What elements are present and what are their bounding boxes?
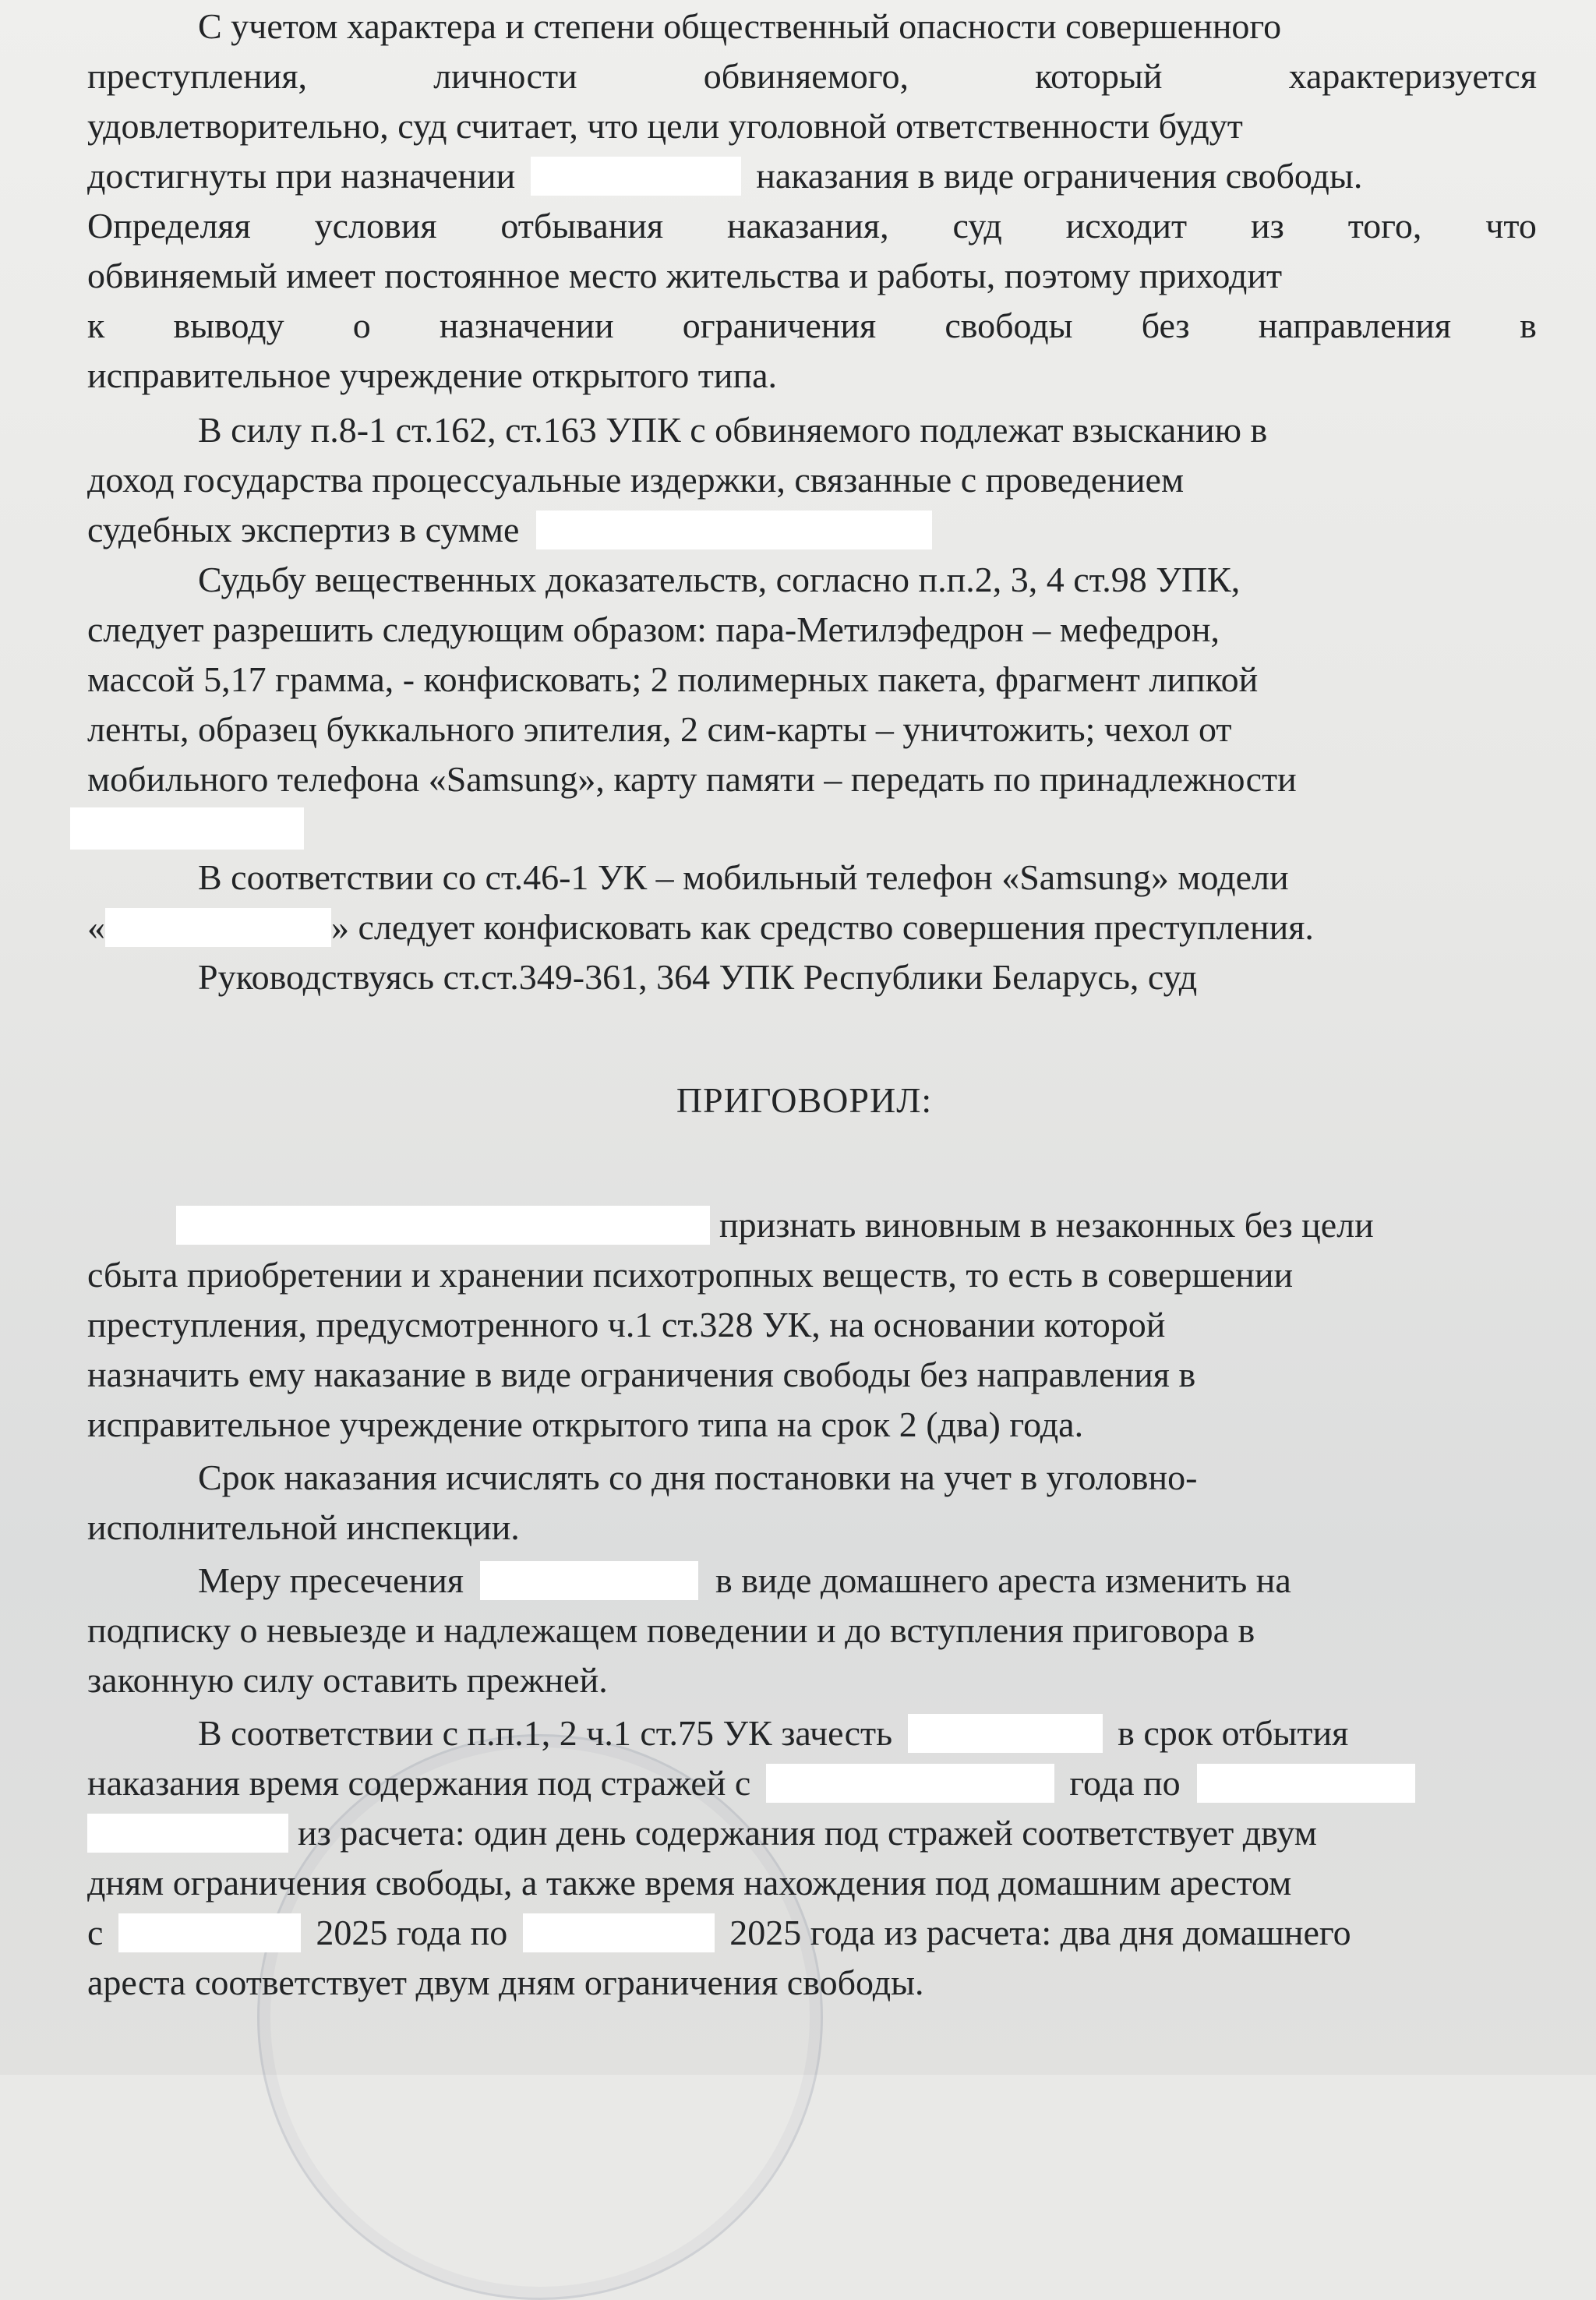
word: наказания, (726, 206, 889, 246)
paragraph-5-line-1: Руководствуясь ст.ст.349-361, 364 УПК Республики Беларусь, суд (198, 957, 1198, 997)
verdict-4-line-1 (87, 1708, 1537, 1758)
line-text: судебных экспертиз в сумме (87, 510, 520, 549)
word: условия (314, 206, 437, 246)
paragraph-2-line-2: доход государства процессуальные издержки, связанные с проведением (87, 460, 1185, 500)
word: ограничения (682, 306, 877, 345)
line-text: из расчета: один день содержания под стражей соответствует двум (298, 1813, 1317, 1853)
verdict-1-line-2: сбыта приобретении и хранении психотропных веществ, то есть в совершении (87, 1255, 1294, 1295)
verdict-4-line-4: дням ограничения свободы, а также время нахождения под домашним арестом (87, 1863, 1292, 1903)
line-text: в срок отбытия (1118, 1713, 1349, 1753)
word: Определяя (87, 206, 251, 246)
line-text: с (87, 1913, 104, 1952)
line-text: В соответствии с п.п.1, 2 ч.1 ст.75 УК зачесть (198, 1713, 893, 1753)
verdict-1-line-4: назначить ему наказание в виде ограничения свободы без направления в (87, 1355, 1196, 1394)
line-text: наказания в виде ограничения свободы. (756, 156, 1363, 196)
paragraph-1-line-8: исправительное учреждение открытого типа. (87, 355, 777, 395)
redaction-box (536, 511, 932, 549)
verdict-4-line-2 (87, 1758, 1537, 1808)
word: к (87, 306, 105, 345)
paragraph-1-line-5 (87, 201, 1537, 251)
paragraph-1-line-7 (87, 301, 1537, 351)
word: назначении (439, 306, 614, 345)
paragraph-3-line-3: массой 5,17 грамма, - конфисковать; 2 полимерных пакета, фрагмент липкой (87, 659, 1259, 699)
verdict-2-line-1: Срок наказания исчислять со дня постановки на учет в уголовно- (198, 1457, 1198, 1497)
word: отбывания (500, 206, 664, 246)
line-text: достигнуты при назначении (87, 156, 516, 196)
redaction-box (87, 1814, 288, 1853)
verdict-2-line-2: исполнительной инспекции. (87, 1507, 520, 1547)
word: без (1141, 306, 1190, 345)
line-text: признать виновным в незаконных без цели (719, 1205, 1374, 1245)
line-text: года по (1069, 1763, 1181, 1803)
redaction-box (70, 807, 304, 850)
paragraph-1-line-4 (87, 151, 1537, 201)
word: того, (1347, 206, 1422, 246)
redaction-box (105, 908, 331, 947)
word: выводу (173, 306, 284, 345)
word: из (1251, 206, 1284, 246)
word: преступления, (87, 56, 307, 96)
paragraph-1-line-2 (87, 51, 1537, 101)
word: который (1035, 56, 1163, 96)
paragraph-2-line-3 (87, 505, 1537, 555)
verdict-heading: ПРИГОВОРИЛ: (676, 1080, 933, 1120)
paragraph-1-line-1: С учетом характера и степени общественный опасности совершенного (198, 6, 1282, 46)
paragraph-3-line-4: ленты, образец буккального эпителия, 2 сим-карты – уничтожить; чехол от (87, 709, 1232, 749)
redaction-box (523, 1913, 715, 1952)
word: что (1485, 206, 1537, 246)
word: обвиняемого, (703, 56, 909, 96)
line-text: Меру пресечения (198, 1560, 464, 1600)
redaction-box (176, 1206, 710, 1245)
paragraph-1-line-3: удовлетворительно, суд считает, что цели уголовной ответственности будут (87, 106, 1243, 146)
line-text: 2025 года по (316, 1913, 508, 1952)
paragraph-4-line-1: В соответствии со ст.46-1 УК – мобильный телефон «Samsung» модели (198, 857, 1289, 897)
verdict-3-line-2: подписку о невыезде и надлежащем поведении и до вступления приговора в (87, 1610, 1255, 1650)
redaction-box (908, 1714, 1103, 1753)
verdict-4-line-6: ареста соответствует двум дням ограничения свободы. (87, 1963, 924, 2002)
line-text: « (87, 907, 105, 947)
paragraph-3-line-2: следует разрешить следующим образом: пара-Метилэфедрон – мефедрон, (87, 609, 1220, 649)
redaction-box (531, 157, 741, 196)
word: свободы (945, 306, 1073, 345)
redaction-box (118, 1913, 301, 1952)
verdict-4-line-5 (87, 1908, 1537, 1958)
word: о (352, 306, 371, 345)
line-text: » следует конфисковать как средство совершения преступления. (331, 907, 1314, 947)
word: направления (1258, 306, 1452, 345)
verdict-1-line-5: исправительное учреждение открытого типа на срок 2 (два) года. (87, 1404, 1084, 1444)
verdict-1-line-3: преступления, предусмотренного ч.1 ст.328 УК, на основании которой (87, 1305, 1166, 1344)
redaction-box (766, 1764, 1054, 1803)
redaction-box (480, 1561, 698, 1600)
word: в (1520, 306, 1537, 345)
word: суд (952, 206, 1002, 246)
line-text: 2025 года из расчета: два дня домашнего (729, 1913, 1351, 1952)
word: исходит (1065, 206, 1188, 246)
line-text: наказания время содержания под стражей с (87, 1763, 751, 1803)
verdict-3-line-1 (87, 1556, 1537, 1606)
verdict-3-line-3: законную силу оставить прежней. (87, 1660, 608, 1700)
redaction-box (1197, 1764, 1415, 1803)
verdict-4-line-3 (87, 1808, 1537, 1858)
paragraph-1-line-6: обвиняемый имеет постоянное место жительства и работы, поэтому приходит (87, 256, 1283, 295)
line-text: в виде домашнего ареста изменить на (715, 1560, 1291, 1600)
word: личности (433, 56, 577, 96)
paragraph-3-line-1: Судьбу вещественных доказательств, согласно п.п.2, 3, 4 ст.98 УПК, (198, 560, 1241, 599)
word: характеризуется (1288, 56, 1537, 96)
paragraph-4-line-2 (87, 903, 1537, 952)
verdict-1-line-1 (87, 1200, 1537, 1250)
paragraph-2-line-1: В силу п.8-1 ст.162, ст.163 УПК с обвиняемого подлежат взысканию в (198, 410, 1268, 450)
paragraph-3-line-5: мобильного телефона «Samsung», карту памяти – передать по принадлежности (87, 759, 1297, 799)
